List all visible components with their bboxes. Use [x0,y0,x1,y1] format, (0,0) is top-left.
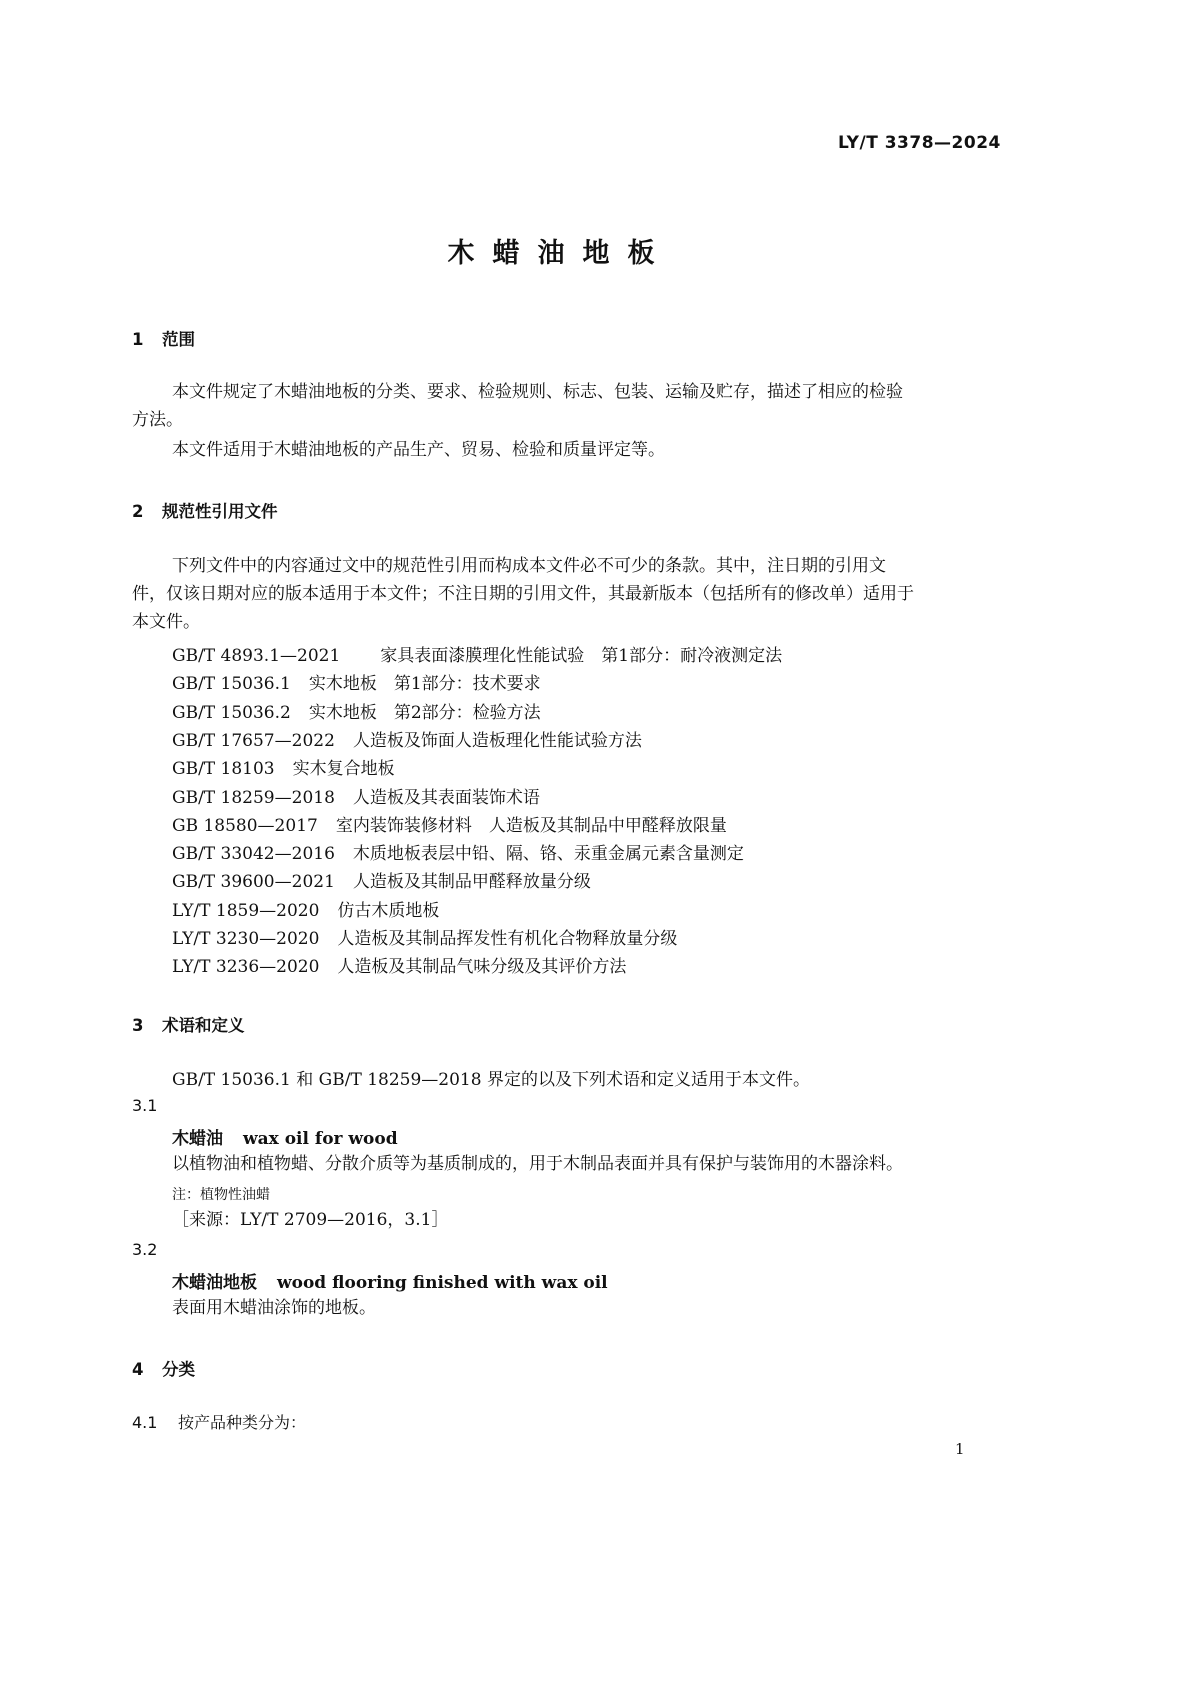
reference-title: 人造板及其制品挥发性有机化合物释放量分级 [337,929,678,949]
reference-code: GB 18580—2017 [172,815,318,836]
term-3-2-heading [172,1268,608,1293]
reference-title: 木质地板表层中铅、隔、铬、汞重金属元素含量测定 [352,844,744,865]
term-3-2-number: 3.2 [132,1240,158,1259]
reference-title: 室内装饰装修材料 人造板及其制品中甲醛释放限量 [335,815,727,836]
clause-4-1-number: 4.1 [132,1413,158,1432]
section-4-number: 4 [132,1360,144,1379]
section-4-heading [132,1356,195,1380]
reference-title: 人造板及其制品气味分级及其评价方法 [337,957,627,978]
reference-title: 实木地板 第2部分：检验方法 [308,702,541,723]
section-1-number: 1 [132,330,144,349]
section-2-intro-line2: 件，仅该日期对应的版本适用于本文件；不注日期的引用文件，其最新版本（包括所有的修改单）适用于 [132,584,914,604]
clause-4-1 [132,1410,306,1433]
term-3-1-source: ［来源：LY/T 2709—2016，3.1］ [172,1210,449,1230]
reference-code: GB/T 18103 [172,759,275,780]
term-3-1-heading [172,1124,398,1149]
term-3-1-definition: 以植物油和植物蜡、分散介质等为基质制成的，用于木制品表面并具有保护与装饰用的木器涂料。 [172,1154,903,1174]
reference-title: 人造板及其表面装饰术语 [352,787,540,808]
reference-code: GB/T 4893.1—2021 [172,646,341,666]
section-2-title: 规范性引用文件 [162,502,278,521]
term-3-1-note: 注：植物性油蜡 [172,1187,270,1203]
reference-title: 实木复合地板 [292,759,395,780]
reference-item [172,924,677,949]
reference-title: 人造板及其制品甲醛释放量分级 [352,872,591,893]
reference-item [172,896,439,921]
reference-item [172,952,626,977]
reference-code: LY/T 1859—2020 [172,900,320,921]
reference-item [172,754,395,779]
section-1-para1-line2: 方法。 [132,410,183,430]
reference-title: 家具表面漆膜理化性能试验 第1部分：耐冷液测定法 [380,646,783,666]
section-3-title: 术语和定义 [162,1016,245,1035]
clause-4-1-text: 按产品种类分为： [178,1413,307,1432]
section-1-para2: 本文件适用于木蜡油地板的产品生产、贸易、检验和质量评定等。 [172,440,665,460]
reference-item [172,839,744,864]
section-3-intro: GB/T 15036.1 和 GB/T 18259—2018 界定的以及下列术语和定义适用于本文件。 [172,1070,810,1090]
section-2-number: 2 [132,502,144,521]
term-3-1-cn: 木蜡油 [172,1129,223,1149]
reference-code: LY/T 3230—2020 [172,929,320,949]
section-3-number: 3 [132,1016,144,1035]
term-3-2-definition: 表面用木蜡油涂饰的地板。 [172,1298,376,1318]
page-number: 1 [955,1440,965,1458]
term-3-2-cn: 木蜡油地板 [172,1273,257,1293]
reference-item [172,669,541,694]
standard-number: LY/T 3378—2024 [838,133,1001,153]
reference-title: 人造板及饰面人造板理化性能试验方法 [352,730,642,751]
reference-code: GB/T 33042—2016 [172,844,335,865]
section-1-heading [132,326,195,350]
reference-code: LY/T 3236—2020 [172,957,320,978]
term-3-1-number: 3.1 [132,1096,158,1115]
reference-title: 仿古木质地板 [337,900,440,921]
reference-code: GB/T 15036.1 [172,674,291,695]
term-3-2-en: wood flooring finished with wax oil [277,1273,608,1293]
reference-item [172,726,642,751]
section-2-intro-line3: 本文件。 [132,612,200,632]
reference-item [172,783,540,808]
reference-item [172,698,541,723]
section-4-title: 分类 [162,1360,195,1379]
reference-title: 实木地板 第1部分：技术要求 [308,674,541,695]
reference-item [172,867,591,892]
reference-code: GB/T 18259—2018 [172,787,335,808]
reference-item [172,641,782,666]
section-2-intro-line1: 下列文件中的内容通过文中的规范性引用而构成本文件必不可少的条款。其中，注日期的引用文 [172,556,886,576]
reference-code: GB/T 39600—2021 [172,872,335,893]
reference-item [172,811,727,836]
section-1-title: 范围 [162,330,195,349]
section-2-heading [132,498,278,522]
document-title: 木蜡油地板 [447,238,673,269]
section-3-heading [132,1012,245,1036]
term-3-1-en: wax oil for wood [243,1129,398,1149]
section-1-para1-line1: 本文件规定了木蜡油地板的分类、要求、检验规则、标志、包装、运输及贮存，描述了相应的检验 [172,382,903,402]
reference-code: GB/T 17657—2022 [172,730,335,751]
reference-code: GB/T 15036.2 [172,702,291,723]
